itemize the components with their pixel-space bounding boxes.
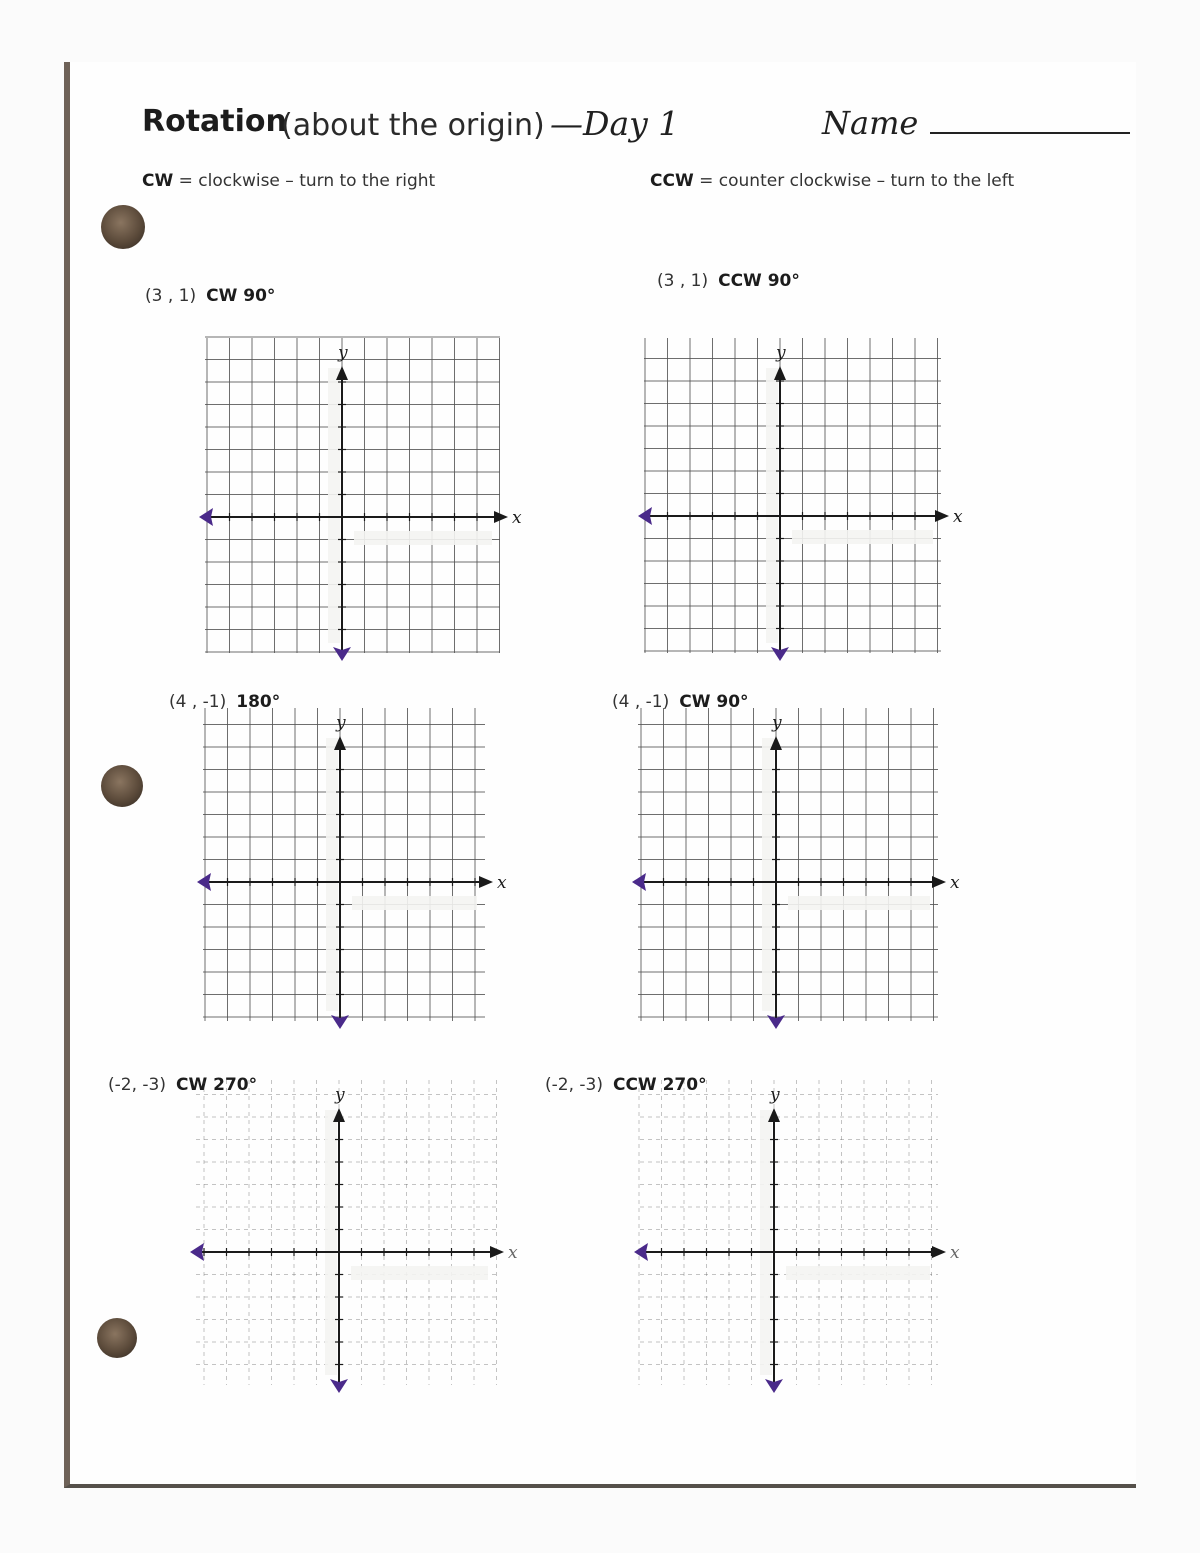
cw-legend <box>142 171 435 191</box>
correction-tape-horizontal <box>788 896 930 910</box>
problem-1-rotation: CW 90° <box>206 286 276 306</box>
name-label: Name <box>822 104 919 142</box>
x-axis-arrow-icon <box>494 511 508 523</box>
problem-3-rotation: 180° <box>236 692 281 712</box>
correction-tape-horizontal <box>351 1266 488 1280</box>
binder-hole-middle <box>101 765 143 807</box>
x-axis-label: x <box>508 1243 518 1263</box>
x-axis-label: x <box>950 1243 960 1263</box>
binder-hole-bottom <box>97 1318 137 1358</box>
x-axis-negative-arrow-icon <box>199 508 213 526</box>
y-axis-label: y <box>336 713 346 733</box>
y-axis-label: y <box>338 343 348 363</box>
y-axis-label: y <box>335 1085 345 1105</box>
name-blank-line[interactable] <box>930 132 1130 134</box>
coordinate-grid-4[interactable] <box>622 700 982 1053</box>
problem-1-label <box>145 286 275 306</box>
correction-tape-vertical <box>328 368 340 643</box>
title-bold: Rotation <box>142 104 287 139</box>
y-axis-label: y <box>770 1085 780 1105</box>
ccw-text: = counter clockwise – turn to the left <box>699 171 1015 191</box>
correction-tape-horizontal <box>792 530 933 544</box>
problem-6-point: (-2, -3) <box>545 1075 603 1095</box>
correction-tape-horizontal <box>786 1266 930 1280</box>
x-axis-label: x <box>953 507 963 527</box>
correction-tape-vertical <box>766 368 778 643</box>
problem-1-point: (3 , 1) <box>145 286 197 306</box>
problem-5-rotation: CW 270° <box>175 1075 258 1095</box>
y-axis-label: y <box>776 343 786 363</box>
title-subtitle: (about the origin) <box>281 108 545 143</box>
binder-hole-top <box>101 205 145 249</box>
correction-tape-vertical <box>326 738 338 1011</box>
x-axis-negative-arrow-icon <box>632 873 646 891</box>
x-axis-arrow-icon <box>932 876 946 888</box>
coordinate-grid-3[interactable] <box>188 700 530 1053</box>
x-axis-arrow-icon <box>932 1246 946 1258</box>
problem-4-point: (4 , -1) <box>612 692 670 712</box>
correction-tape-vertical <box>762 738 774 1011</box>
correction-tape-horizontal <box>354 531 492 545</box>
problem-3-point: (4 , -1) <box>169 692 227 712</box>
title-handwritten: —Day 1 <box>550 104 680 143</box>
x-axis-negative-arrow-icon <box>634 1243 648 1261</box>
coordinate-grid-2[interactable] <box>628 330 985 685</box>
coordinate-grid-1[interactable] <box>190 330 545 685</box>
x-axis-arrow-icon <box>935 510 949 522</box>
problem-2-rotation: CCW 90° <box>718 271 800 291</box>
y-axis-label: y <box>772 713 782 733</box>
x-axis-negative-arrow-icon <box>197 873 211 891</box>
correction-tape-vertical <box>325 1110 337 1375</box>
correction-tape-horizontal <box>352 896 477 910</box>
ccw-abbr: CCW <box>650 171 694 191</box>
cw-text: = clockwise – turn to the right <box>178 171 436 191</box>
ccw-legend <box>650 171 1014 191</box>
coordinate-grid-5[interactable] <box>180 1072 540 1417</box>
problem-2-label <box>657 271 800 291</box>
x-axis-arrow-icon <box>479 876 493 888</box>
problem-2-point: (3 , 1) <box>657 271 709 291</box>
correction-tape-vertical <box>760 1110 772 1375</box>
problem-6-rotation: CCW 270° <box>612 1075 707 1095</box>
coordinate-grid-6[interactable] <box>624 1072 982 1417</box>
x-axis-label: x <box>950 873 960 893</box>
x-axis-label: x <box>512 508 522 528</box>
x-axis-negative-arrow-icon <box>190 1243 204 1261</box>
problem-5-point: (-2, -3) <box>108 1075 166 1095</box>
x-axis-label: x <box>497 873 507 893</box>
cw-abbr: CW <box>142 171 174 191</box>
problem-4-rotation: CW 90° <box>679 692 749 712</box>
